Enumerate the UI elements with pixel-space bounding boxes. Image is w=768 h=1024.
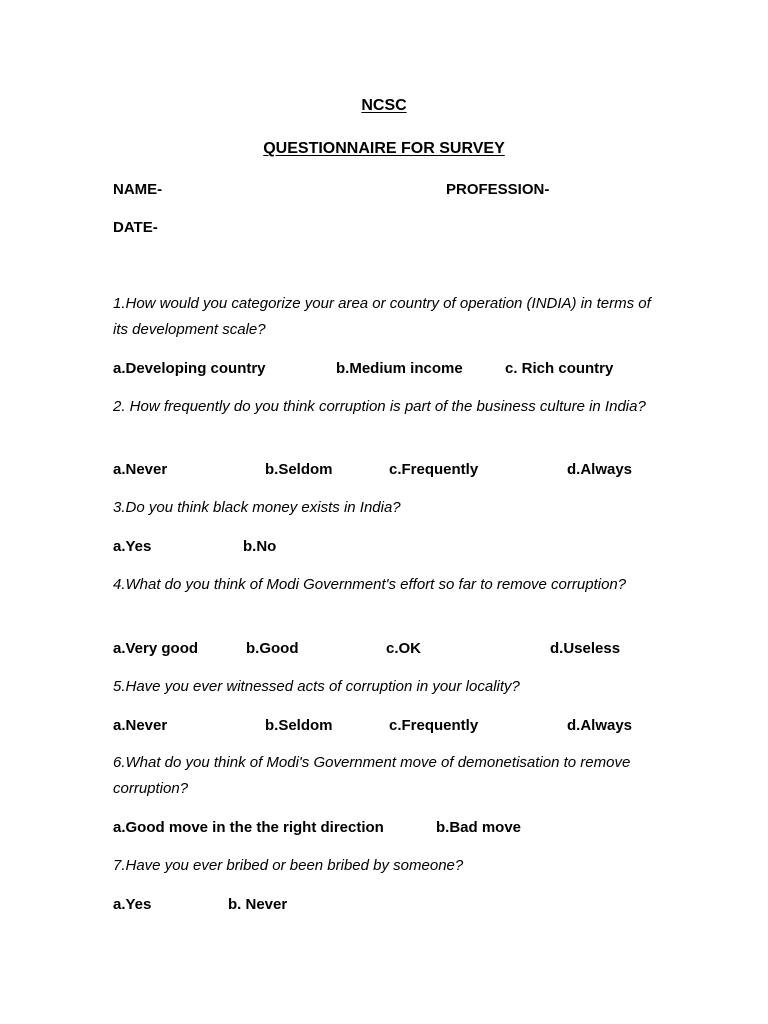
q5-option-b: b.Seldom	[265, 717, 333, 734]
q6-option-a: a.Good move in the the right direction	[113, 819, 384, 836]
q1-option-b: b.Medium income	[336, 360, 463, 377]
q1-option-c: c. Rich country	[505, 360, 614, 377]
question-4: 4.What do you think of Modi Government's effort so far to remove corruption?	[113, 576, 627, 593]
q2-option-d: d.Always	[567, 461, 633, 478]
q4-option-b: b.Good	[246, 640, 299, 657]
question-6: 6.What do you think of Modi's Government move of demonetisation to remove corruption?	[113, 754, 631, 797]
profession-label: PROFESSION-	[446, 181, 550, 198]
question-7: 7.Have you ever bribed or been bribed by someone?	[113, 857, 464, 874]
q5-option-d: d.Always	[567, 717, 633, 734]
question-2: 2. How frequently do you think corruption is part of the business culture in India?	[113, 398, 646, 415]
name-label: NAME-	[113, 181, 163, 198]
q2-option-c: c.Frequently	[389, 461, 479, 478]
q7-option-b: b. Never	[228, 896, 288, 913]
q4-option-a: a.Very good	[113, 640, 199, 657]
q4-option-d: d.Useless	[550, 640, 621, 657]
survey-title: QUESTIONNAIRE FOR SURVEY	[263, 140, 505, 157]
question-1: 1.How would you categorize your area or country of operation (INDIA) in terms of its development scale?	[113, 295, 651, 338]
q2-option-a: a.Never	[113, 461, 168, 478]
q5-option-a: a.Never	[113, 717, 168, 734]
org-heading: NCSC	[361, 97, 407, 114]
q5-option-c: c.Frequently	[389, 717, 479, 734]
q6-option-b: b.Bad move	[436, 819, 522, 836]
question-3: 3.Do you think black money exists in India?	[113, 499, 401, 516]
q3-option-a: a.Yes	[113, 538, 152, 555]
date-label: DATE-	[113, 219, 158, 236]
q4-option-c: c.OK	[386, 640, 422, 657]
question-5: 5.Have you ever witnessed acts of corruption in your locality?	[113, 678, 520, 695]
q3-option-b: b.No	[243, 538, 277, 555]
q7-option-a: a.Yes	[113, 896, 152, 913]
q1-option-a: a.Developing country	[113, 360, 266, 377]
q2-option-b: b.Seldom	[265, 461, 333, 478]
